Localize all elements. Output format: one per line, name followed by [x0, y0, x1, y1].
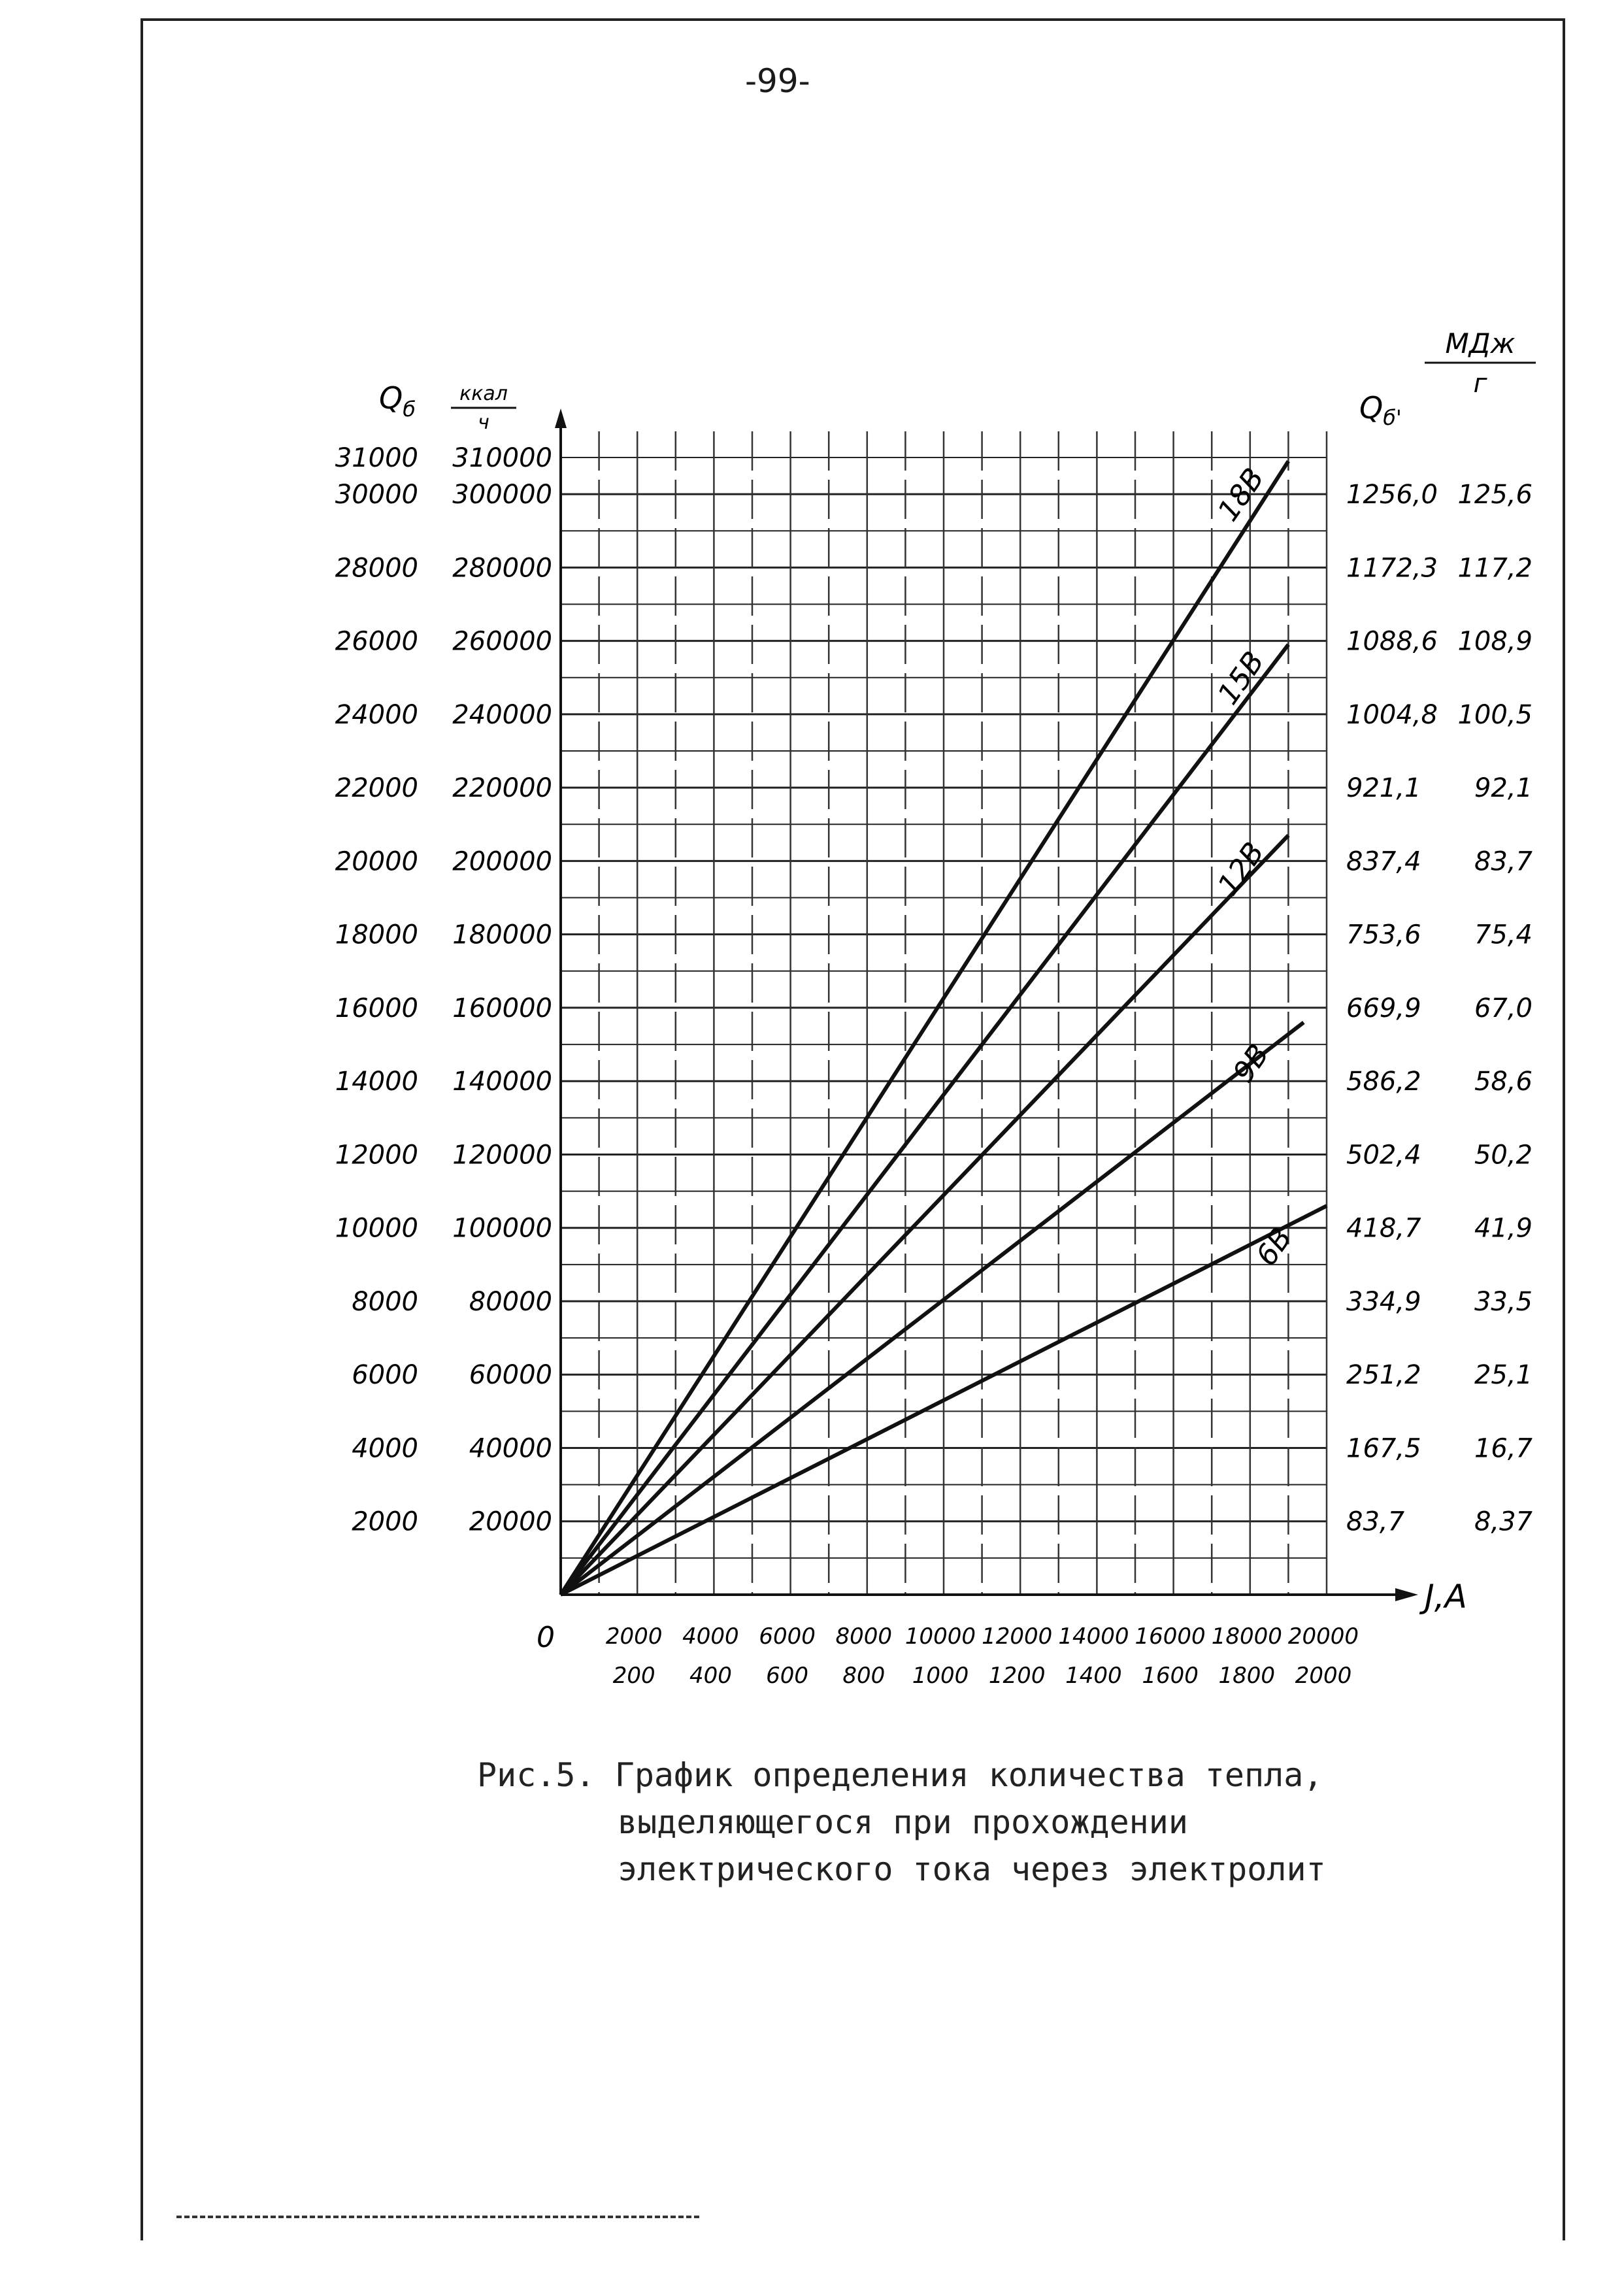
y-tick-left-1: 26000: [335, 626, 418, 657]
y-tick-left-2: 180000: [452, 920, 552, 950]
y-tick-left-2: 140000: [452, 1067, 552, 1097]
y-tick-right-2: 100,5: [1457, 699, 1533, 730]
y-tick-left-2: 260000: [452, 626, 552, 657]
y-tick-right-2: 75,4: [1474, 920, 1533, 950]
y-tick-right-2: 117,2: [1457, 553, 1533, 584]
y-tick-right-2: 33,5: [1474, 1286, 1533, 1317]
y-tick-left-2: 310000: [452, 443, 552, 473]
y-tick-left-1: 24000: [335, 699, 418, 730]
y-tick-right-1: 502,4: [1346, 1140, 1421, 1171]
x-tick-secondary: 1600: [1142, 1663, 1199, 1689]
y-tick-left-2: 200000: [452, 846, 552, 877]
x-tick-primary: 8000: [835, 1623, 893, 1650]
y-tick-right-1: 334,9: [1346, 1286, 1421, 1317]
y-tick-left-1: 16000: [335, 993, 418, 1023]
tick-labels: [335, 443, 1533, 1689]
y-tick-left-1: 6000: [352, 1360, 418, 1391]
x-tick-secondary: 800: [842, 1663, 886, 1689]
x-tick-secondary: 1400: [1065, 1663, 1122, 1689]
y-tick-left-2: 80000: [469, 1286, 552, 1317]
series-label-2: 15В: [1211, 645, 1271, 711]
x-tick-secondary: 1200: [988, 1663, 1046, 1689]
caption-line-3: электрического тока через электролит: [618, 1850, 1326, 1888]
y-tick-left-2: 220000: [452, 773, 552, 804]
y-tick-right-1: 418,7: [1346, 1213, 1421, 1244]
x-tick-primary: 6000: [759, 1623, 816, 1650]
series-line-1: [561, 461, 1288, 1595]
y-title-right-sub: б': [1383, 405, 1402, 430]
y-tick-left-2: 300000: [452, 480, 552, 510]
x-tick-secondary: 200: [612, 1663, 655, 1689]
y-tick-right-2: 108,9: [1457, 626, 1533, 657]
x-tick-primary: 18000: [1211, 1623, 1282, 1650]
y-tick-right-2: 41,9: [1474, 1213, 1533, 1244]
y-tick-right-1: 586,2: [1346, 1067, 1421, 1097]
series-labels: [1212, 462, 1299, 1272]
x-tick-primary: 4000: [682, 1623, 739, 1650]
caption-line-2: выделяющегося при прохождении: [618, 1803, 1188, 1841]
y-unit-left-den: ч: [478, 411, 489, 434]
y-tick-left-2: 20000: [469, 1506, 552, 1537]
y-tick-right-1: 167,5: [1346, 1433, 1421, 1464]
x-tick-secondary: 1800: [1218, 1663, 1276, 1689]
y-tick-left-2: 100000: [452, 1213, 552, 1244]
y-tick-left-1: 14000: [335, 1067, 418, 1097]
y-tick-right-2: 83,7: [1474, 846, 1533, 877]
series-label-5: 6В: [1250, 1222, 1299, 1272]
series-label-3: 12В: [1211, 836, 1271, 902]
y-tick-right-2: 50,2: [1474, 1140, 1533, 1171]
y-tick-left-2: 40000: [469, 1433, 552, 1464]
y-tick-left-2: 280000: [452, 553, 552, 584]
x-tick-primary: 16000: [1135, 1623, 1206, 1650]
y-tick-left-1: 22000: [335, 773, 418, 804]
y-unit-right-den: г: [1473, 369, 1487, 399]
y-tick-right-2: 8,37: [1474, 1506, 1533, 1537]
y-tick-left-1: 20000: [335, 846, 418, 877]
y-tick-right-2: 16,7: [1474, 1433, 1533, 1464]
x-tick-primary: 10000: [904, 1623, 976, 1650]
x-tick-primary: 2000: [605, 1623, 663, 1650]
y-tick-left-1: 2000: [352, 1506, 418, 1537]
y-tick-left-1: 4000: [352, 1433, 418, 1464]
page-number: -99-: [745, 62, 810, 100]
y-tick-right-2: 92,1: [1474, 773, 1533, 804]
y-tick-right-1: 837,4: [1346, 846, 1421, 877]
y-tick-left-1: 8000: [352, 1286, 418, 1317]
y-title-left: $Q_б$: [379, 380, 416, 422]
x-tick-primary: 14000: [1058, 1623, 1129, 1650]
x-origin-label: 0: [537, 1621, 555, 1654]
x-axis-arrow: [1395, 1588, 1418, 1601]
y-tick-right-1: 1004,8: [1346, 699, 1438, 730]
y-tick-left-1: 18000: [335, 920, 418, 950]
x-tick-secondary: 600: [766, 1663, 809, 1689]
y-tick-right-2: 125,6: [1457, 480, 1533, 510]
x-tick-primary: 12000: [982, 1623, 1053, 1650]
y-tick-left-1: 31000: [335, 443, 418, 473]
y-tick-right-1: 669,9: [1346, 993, 1421, 1023]
y-tick-left-2: 160000: [452, 993, 552, 1023]
y-tick-right-2: 67,0: [1474, 993, 1533, 1023]
x-tick-secondary: 2000: [1295, 1663, 1352, 1689]
figure-caption: [477, 1752, 1326, 1893]
y-tick-left-1: 28000: [335, 553, 418, 584]
y-axis-arrow: [555, 408, 567, 428]
y-tick-right-1: 1256,0: [1346, 480, 1438, 510]
y-tick-left-1: 12000: [335, 1140, 418, 1171]
y-tick-right-2: 25,1: [1474, 1360, 1533, 1391]
y-tick-right-2: 58,6: [1474, 1067, 1533, 1097]
y-tick-right-1: 921,1: [1346, 773, 1421, 804]
y-tick-right-1: 1172,3: [1346, 553, 1438, 584]
y-tick-right-1: 251,2: [1346, 1360, 1421, 1391]
y-tick-right-1: 753,6: [1346, 920, 1421, 950]
y-unit-left-num: ккал: [459, 382, 508, 405]
x-tick-secondary: 1000: [912, 1663, 969, 1689]
caption-line-1: Рис.5. График определения количества тепла,: [477, 1756, 1323, 1794]
x-title: J,A: [1425, 1578, 1467, 1616]
x-tick-primary: 20000: [1287, 1623, 1359, 1650]
y-tick-left-2: 240000: [452, 699, 552, 730]
y-tick-left-2: 60000: [469, 1360, 552, 1391]
y-title-right: $Q_{б'}$: [1359, 390, 1402, 430]
y-tick-left-1: 30000: [335, 480, 418, 510]
y-tick-right-1: 83,7: [1346, 1506, 1405, 1537]
series-label-4: 9В: [1227, 1038, 1276, 1089]
y-tick-left-1: 10000: [335, 1213, 418, 1244]
y-tick-left-2: 120000: [452, 1140, 552, 1171]
y-tick-right-1: 1088,6: [1346, 626, 1438, 657]
y-unit-right-num: МДж: [1445, 327, 1516, 359]
chart-grid: [561, 431, 1327, 1595]
y-title-left-sub: б: [403, 397, 416, 422]
series-label-1: 18В: [1211, 462, 1271, 527]
bottom-rule: [176, 2216, 699, 2218]
series-line-3: [561, 835, 1288, 1595]
x-tick-secondary: 400: [689, 1663, 732, 1689]
